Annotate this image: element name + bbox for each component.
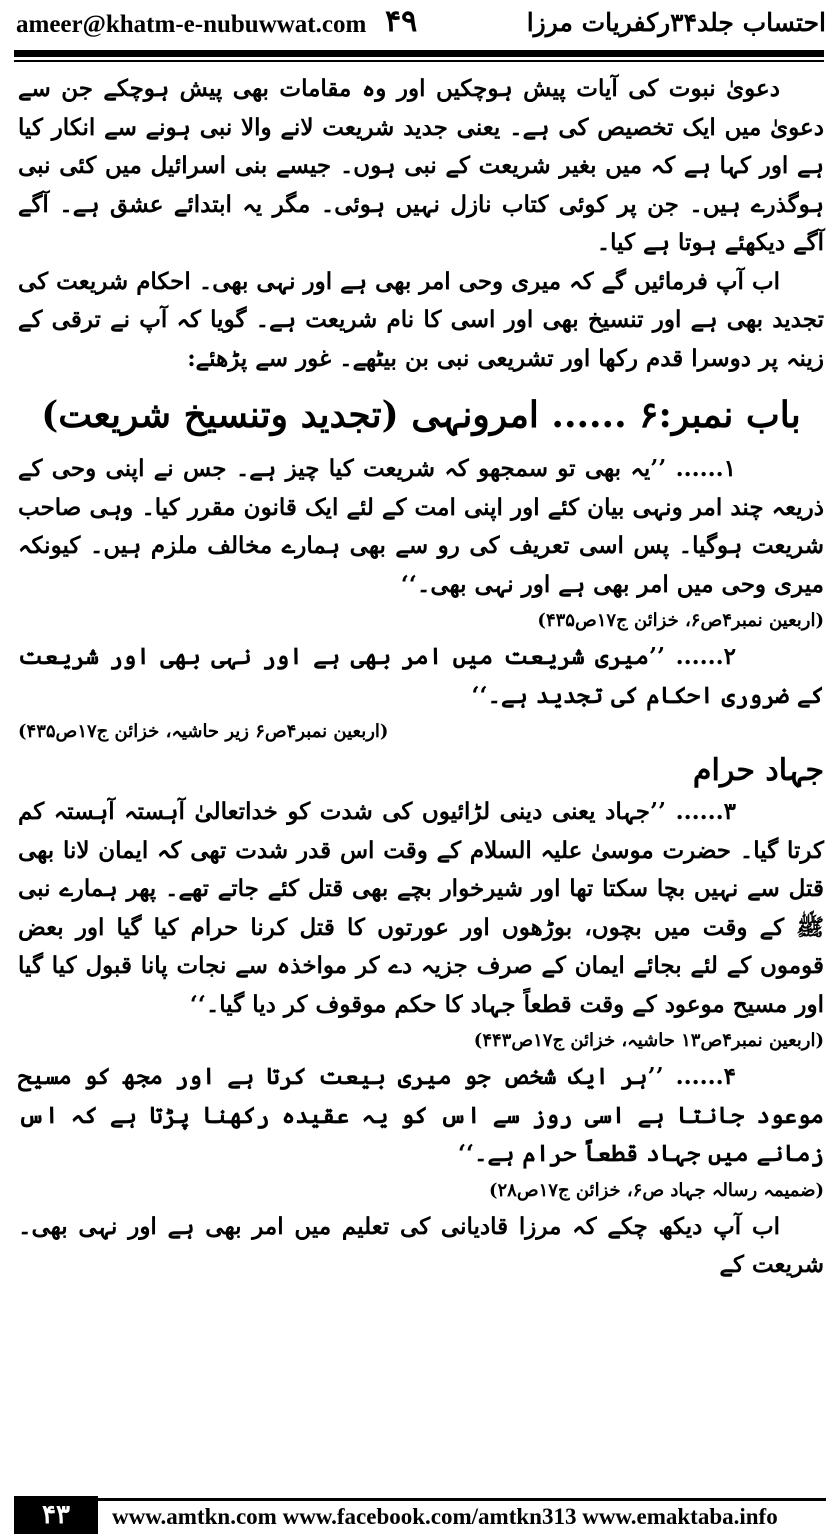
page-body [18, 70, 824, 1285]
footer-page-number: ۴۳ [14, 1496, 98, 1534]
quote-1-text: ’’یہ بھی تو سمجھو کہ شریعت کیا چیز ہے۔ جس نے اپنی وحی کے ذریعہ چند امر ونہی بیان کئے اور اپنی امت کے لئے ایک قانون مقرر کیا۔ وہی صاحب شریعت ہوگیا۔ پس اسی تعریف کی رو سے بھی ہمارے مخالف ملزم ہیں۔ کیونکہ میری وحی میں امر بھی ہے اور نہی بھی۔‘‘ [18, 455, 824, 598]
quote-4-reference: (ضمیمہ رسالہ جہاد ص۶، خزائن ج۱۷ص۲۸) [488, 1179, 824, 1201]
closing-paragraph: اب آپ دیکھ چکے کہ مرزا قادیانی کی تعلیم میں امر بھی ہے اور نہی بھی۔ شریعت کے [18, 1212, 824, 1278]
quote-3-number: ۳...... [675, 798, 736, 825]
quote-1 [18, 450, 824, 604]
header-rule-thick [14, 50, 824, 57]
page-header [0, 0, 840, 48]
quote-2-text: ’’میری شریعت میں امر بھی ہے اور نہی بھی اور شریعت کے ضروری احکام کی تجدید ہے۔‘‘ [18, 643, 824, 709]
page-footer [0, 1492, 840, 1540]
footer-links: www.amtkn.com www.facebook.com/amtkn313 www.emaktaba.info [112, 1504, 778, 1529]
intro-paragraph-1: دعویٰ نبوت کی آیات پیش ہوچکیں اور وہ مقامات بھی پیش ہوچکے جن سے دعویٰ میں ایک تخصیص کی ہے۔ یعنی جدید شریعت لانے والا نبی ہونے سے انکار کیا ہے اور کہا ہے کہ میں بغیر شریعت کے نبی ہوں۔ جیسے بنی اسرائیل میں کئی نبی ہوگذرے ہیں۔ جن پر کوئی کتاب نازل نہیں ہوئی۔ مگر یہ ابتدائے عشق ہے۔ آگے آگے دیکھئے ہوتا ہے کیا۔ [18, 75, 824, 256]
quote-4-text: ’’ہر ایک شخص جو میری بیعت کرتا ہے اور مجھ کو مسیح موعود جانتا ہے اسی روز سے اس کو یہ عقیدہ رکھنا پڑتا ہے کہ اس زمانے میں جہاد قطعاً حرام ہے۔‘‘ [18, 1063, 824, 1167]
quote-3-text: ’’جہاد یعنی دینی لڑائیوں کی شدت کو خداتعالیٰ آہستہ آہستہ کم کرتا گیا۔ حضرت موسیٰ علیہ السلام کے وقت اس قدر شدت تھی کہ ایمان لانا بھی قتل سے نہیں بچا سکتا تھا اور شیرخوار بچے بھی قتل کئے جاتے تھے۔ پھر ہمارے نبی ﷺ کے وقت میں بچوں، بوڑھوں اور عورتوں کا قتل کرنا حرام کیا گیا اور بعض قوموں کے لئے بجائے ایمان کے صرف جزیہ دے کر مواخذہ سے نجات پانا قبول کیا گیا اور مسیح موعود کے وقت قطعاً جہاد کا حکم موقوف کر دیا گیا۔‘‘ [18, 798, 824, 1018]
header-book-title: احتساب جلد۳۴رکفریات مرزا [526, 8, 826, 37]
footer-rule [98, 1498, 826, 1501]
section-subheading: جہاد حرام [692, 753, 824, 788]
quote-3-reference: (اربعین نمبر۴ص۱۳ حاشیہ، خزائن ج۱۷ص۴۴۳) [473, 1030, 824, 1051]
quote-4 [18, 1058, 824, 1174]
quote-4-number: ۴...... [675, 1063, 736, 1090]
header-page-number: ۴۹ [385, 4, 418, 39]
intro-paragraph-2: اب آپ فرمائیں گے کہ میری وحی امر بھی ہے اور نہی بھی۔ احکام شریعت کی تجدید بھی ہے اور تنسیخ بھی اور اسی کا نام شریعت ہے۔ گویا کہ آپ نے ترقی کے زینہ پر دوسرا قدم رکھا اور تشریعی نبی بن بیٹھے۔ غور سے پڑھئے: [18, 267, 824, 372]
header-email: ameer@khatm-e-nubuwwat.com [16, 11, 367, 38]
quote-1-reference: (اربعین نمبر۴ص۶، خزائن ج۱۷ص۴۳۵) [537, 610, 824, 631]
quote-2 [18, 638, 824, 715]
header-rule-thin [14, 60, 824, 62]
quote-2-reference: (اربعین نمبر۴ص۶ زیر حاشیہ، خزائن ج۱۷ص۴۳۵) [18, 721, 389, 742]
quote-2-number: ۲...... [675, 643, 736, 670]
chapter-heading: باب نمبر:۶ ...... امرونہی (تجدید وتنسیخ شریعت) [41, 394, 801, 436]
quote-3 [18, 793, 824, 1024]
quote-1-number: ۱...... [675, 455, 736, 482]
